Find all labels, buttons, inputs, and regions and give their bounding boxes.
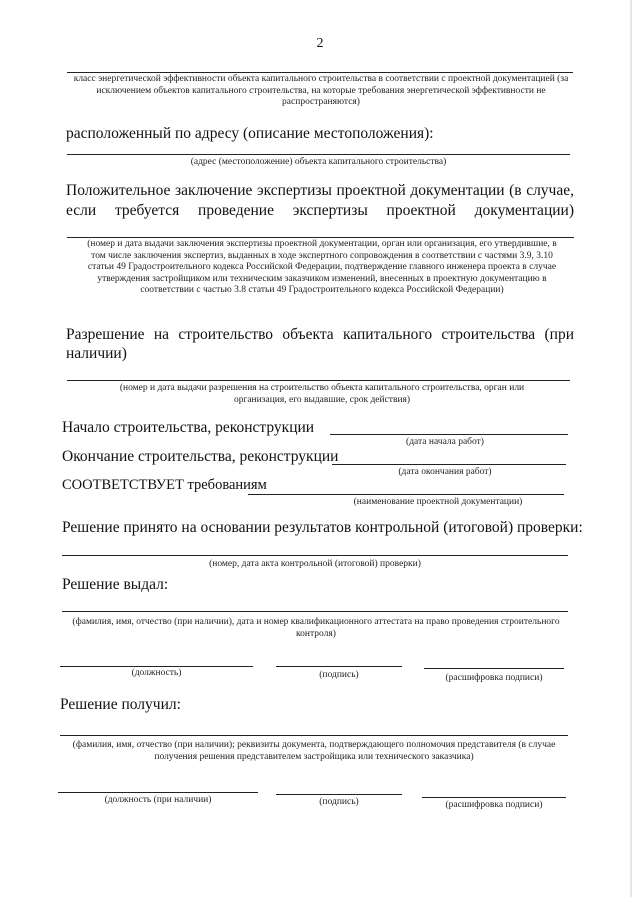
issued-signature-line bbox=[276, 666, 402, 667]
received-decoding-caption: (расшифровка подписи) bbox=[445, 800, 543, 810]
issued-decoding-line bbox=[424, 668, 564, 669]
received-caption: (фамилия, имя, отчество (при наличии); реквизиты документа, подтверждающего полномочия представителя (в случае получения решения представителем застройщика или технического заказчика) bbox=[72, 740, 556, 762]
permit-caption: (номер и дата выдачи разрешения на строительство объекта капитального строительства, орган или организация, его выдавшие, срок действия) bbox=[119, 383, 525, 405]
permit-line bbox=[67, 380, 570, 381]
end-date-line bbox=[332, 464, 566, 465]
expertise-line bbox=[67, 237, 574, 238]
start-date-caption: (дата начала работ) bbox=[406, 437, 484, 447]
issued-decoding-caption: (расшифровка подписи) bbox=[445, 673, 543, 683]
start-date-line bbox=[330, 434, 568, 435]
issued-line bbox=[62, 611, 568, 612]
received-line bbox=[60, 735, 568, 736]
decision-basis-line bbox=[62, 555, 568, 556]
issued-caption: (фамилия, имя, отчество (при наличии), дата и номер квалификационного аттестата на право проведения строительного контроля) bbox=[72, 617, 560, 639]
complies-caption: (наименование проектной документации) bbox=[353, 497, 523, 507]
address-line bbox=[67, 154, 570, 155]
complies-label: СООТВЕТСТВУЕТ требованиям bbox=[62, 477, 267, 493]
issued-position-line bbox=[60, 666, 253, 667]
address-caption: (адрес (местоположение) объекта капитального строительства) bbox=[190, 157, 447, 167]
received-signature-caption: (подпись) bbox=[319, 797, 359, 807]
decision-basis-heading: Решение принято на основании результатов контрольной (итоговой) проверки: bbox=[62, 519, 583, 536]
energy-class-caption: класс энергетической эффективности объекта капитального строительства в соответствии с проектной документацией (за исключением объектов капитального строительства, на которые требования энергетической эффективности не распространяются) bbox=[73, 74, 569, 107]
page-number: 2 bbox=[316, 36, 324, 51]
issued-signature-caption: (подпись) bbox=[319, 670, 359, 680]
received-position-line bbox=[58, 792, 258, 793]
expertise-heading: Положительное заключение экспертизы проектной документации (в случае, если требуется проведение экспертизы проектной документации) bbox=[66, 182, 574, 219]
received-position-caption: (должность (при наличии) bbox=[104, 795, 212, 805]
scan-edge bbox=[630, 0, 632, 897]
permit-heading: Разрешение на строительство объекта капитального строительства (при наличии) bbox=[66, 326, 574, 362]
received-signature-line bbox=[276, 794, 402, 795]
expertise-caption: (номер и дата выдачи заключения экспертизы проектной документации, орган или организация, его утвердившие, в том числе заключения экспертиз, выданных в ходе экспертного сопровождения в соответствии с частями 3.9, 3.10 статьи 49 Градостроительного кодекса Российской Федерации, подтверждение главного инженера проекта в случае утверждения застройщиком или техническим заказчиком изменений, внесенных в проектную документацию в соответствии с частью 3.8 статьи 49 Градостроительного кодекса Российской Федерации) bbox=[87, 239, 557, 295]
end-label: Окончание строительства, реконструкции bbox=[62, 448, 339, 465]
issued-position-caption: (должность) bbox=[131, 668, 182, 678]
received-decoding-line bbox=[422, 797, 566, 798]
complies-line bbox=[248, 494, 564, 495]
decision-basis-caption: (номер, дата акта контрольной (итоговой) проверки) bbox=[209, 559, 421, 569]
received-heading: Решение получил: bbox=[60, 696, 181, 713]
issued-heading: Решение выдал: bbox=[62, 576, 169, 593]
address-heading: расположенный по адресу (описание местоположения): bbox=[66, 125, 434, 142]
energy-class-line bbox=[67, 72, 573, 73]
start-label: Начало строительства, реконструкции bbox=[62, 419, 315, 436]
end-date-caption: (дата окончания работ) bbox=[398, 467, 492, 477]
